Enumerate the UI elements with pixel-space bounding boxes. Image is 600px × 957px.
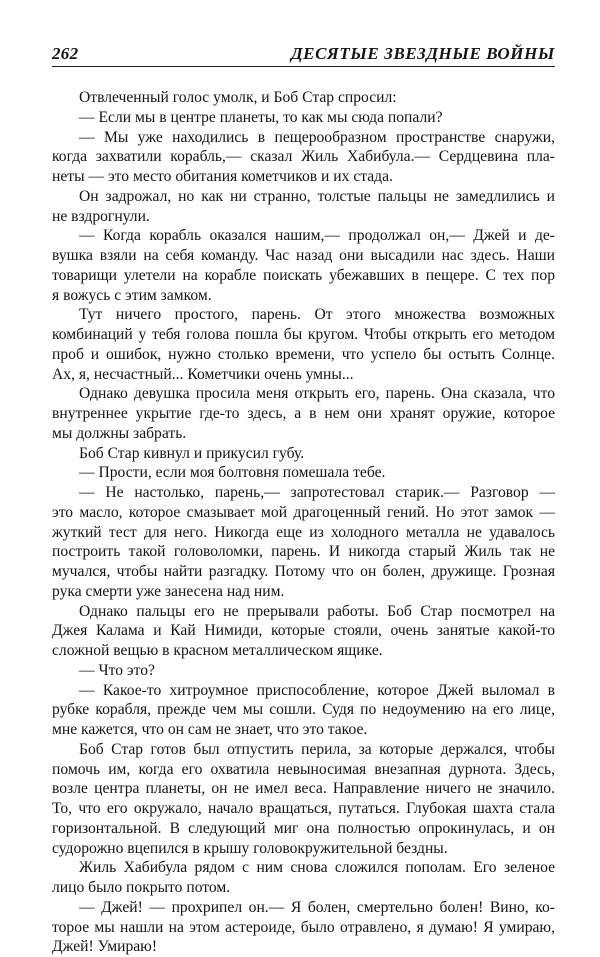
paragraph — [52, 661, 555, 681]
text-line: мне кажется, что он сам не знает, что это такое. — [52, 721, 368, 738]
paragraph — [52, 681, 555, 740]
text-line: Он задрожал, но как ни странно, толстые пальцы не замедлились и — [79, 187, 555, 205]
body-text — [52, 88, 555, 957]
text-line: — Джей! — прохрипел он.— Я болен, смертельно болен! Вино, ко- — [79, 898, 555, 916]
paragraph — [52, 463, 555, 483]
text-line: сложной вещью в красном металлическом ящике. — [52, 642, 383, 659]
page-number: 262 — [52, 44, 79, 63]
text-line: торое мы нашли на этом астероиде, было отравлено, я думаю! Я умираю, — [52, 918, 555, 936]
running-header — [52, 44, 555, 67]
paragraph — [52, 483, 555, 602]
paragraph — [52, 740, 555, 859]
paragraph — [52, 187, 555, 227]
text-line: это масло, которое смазывает мой драгоценный гений. Но этот замок — — [52, 503, 555, 521]
text-line: — Если мы в центре планеты, то как мы сюда попали? — [79, 108, 443, 126]
book-title: ДЕСЯТЫЕ ЗВЕЗДНЫЕ ВОЙНЫ — [290, 44, 555, 63]
text-line: Однако пальцы его не прерывали работы. Боб Стар посмотрел на — [79, 602, 555, 620]
text-line: вушка взяли на себя команду. Час назад они высадили нас здесь. Наши — [52, 247, 555, 264]
paragraph — [52, 384, 555, 443]
text-line: когда захватили корабль,— сказал Жиль Хабибула.— Сердцевина пла- — [52, 148, 555, 166]
paragraph — [52, 444, 555, 464]
text-line: Джей! Умираю! — [52, 938, 158, 956]
text-line: лицо было покрыто потом. — [52, 879, 231, 896]
text-line: Однако девушка просила меня открыть его, парень. Она сказала, что — [79, 385, 555, 403]
text-line: не вздрогнули. — [52, 207, 150, 225]
text-line: горизонтальной. В следующий миг она полностью опрокинулась, и он — [52, 819, 555, 837]
paragraph — [52, 226, 555, 305]
text-line: судорожно вцепился в крышу головокружительной бездны. — [52, 839, 448, 857]
text-line: Отвлеченный голос умолк, и Боб Стар спросил: — [79, 89, 397, 106]
text-line: возле центра планеты, он не имел веса. Направление ничего не значило. — [52, 780, 555, 798]
text-line: — Не настолько, парень,— запротестовал старик.— Разговор — — [79, 484, 555, 501]
text-line: я вожусь с этим замком. — [52, 286, 212, 304]
text-line: — Мы уже находились в пещерообразном пространстве снаружи, — [79, 128, 555, 146]
text-line: Тут ничего простого, парень. От этого множества возможных — [79, 306, 555, 324]
text-line: рубке корабля, прежде чем мы сошли. Судя по недоумению на его лице, — [52, 701, 555, 719]
text-line: жуткий тест для него. Никогда еще из холодного металла не удавалось — [52, 523, 555, 541]
paragraph — [52, 128, 555, 187]
text-line: — Когда корабль оказался нашим,— продолжал он,— Джей и де- — [79, 227, 555, 245]
paragraph — [52, 88, 555, 108]
text-line: мучался, чтобы найти разгадку. Потому что он болен, дружище. Грозная — [52, 563, 555, 580]
text-line: проб и ошибок, нужно столько времени, что успело бы остыть Солнце. — [52, 345, 555, 363]
text-line: неты — это место обитания кометчиков и их стада. — [52, 168, 393, 185]
text-line: — Что это? — [79, 661, 155, 679]
text-line: комбинаций у тебя голова пошла бы кругом. Чтобы открыть его методом — [52, 326, 555, 343]
text-line: Жиль Хабибула рядом с ним снова сложился пополам. Его зеленое — [79, 859, 555, 877]
text-line: — Прости, если моя болтовня помешала тебе. — [79, 464, 386, 482]
text-line: То, что его окружало, начало вращаться, путаться. Глубокая шахта стала — [52, 800, 555, 817]
text-line: построить такой головоломки, парень. И никогда старый Жиль так не — [52, 543, 555, 561]
paragraph — [52, 898, 555, 957]
text-line: Боб Стар кивнул и прикусил губу. — [79, 444, 305, 462]
text-line: помочь им, когда его охватила невыносимая внезапная дурнота. Здесь, — [52, 760, 555, 778]
text-line: внутреннее укрытие где-то здесь, а в нем они хранят оружие, которое — [52, 405, 555, 422]
text-line: Джея Калама и Кай Нимиди, которые стояли, очень занятые какой-то — [52, 622, 555, 640]
paragraph — [52, 108, 555, 128]
text-line: товарищи улетели на корабле поискать убежавших в пещере. С тех пор — [52, 266, 555, 284]
paragraph — [52, 602, 555, 661]
text-line: — Какое-то хитроумное приспособление, которое Джей выломал в — [79, 681, 555, 699]
text-line: Ах, я, несчастный... Кометчики очень умны... — [52, 365, 354, 383]
text-line: рука смерти уже занесена над ним. — [52, 582, 285, 600]
text-line: Боб Стар готов был отпустить перила, за которые держался, чтобы — [79, 740, 555, 758]
text-line: мы должны забрать. — [52, 424, 187, 442]
paragraph — [52, 858, 555, 898]
paragraph — [52, 305, 555, 384]
